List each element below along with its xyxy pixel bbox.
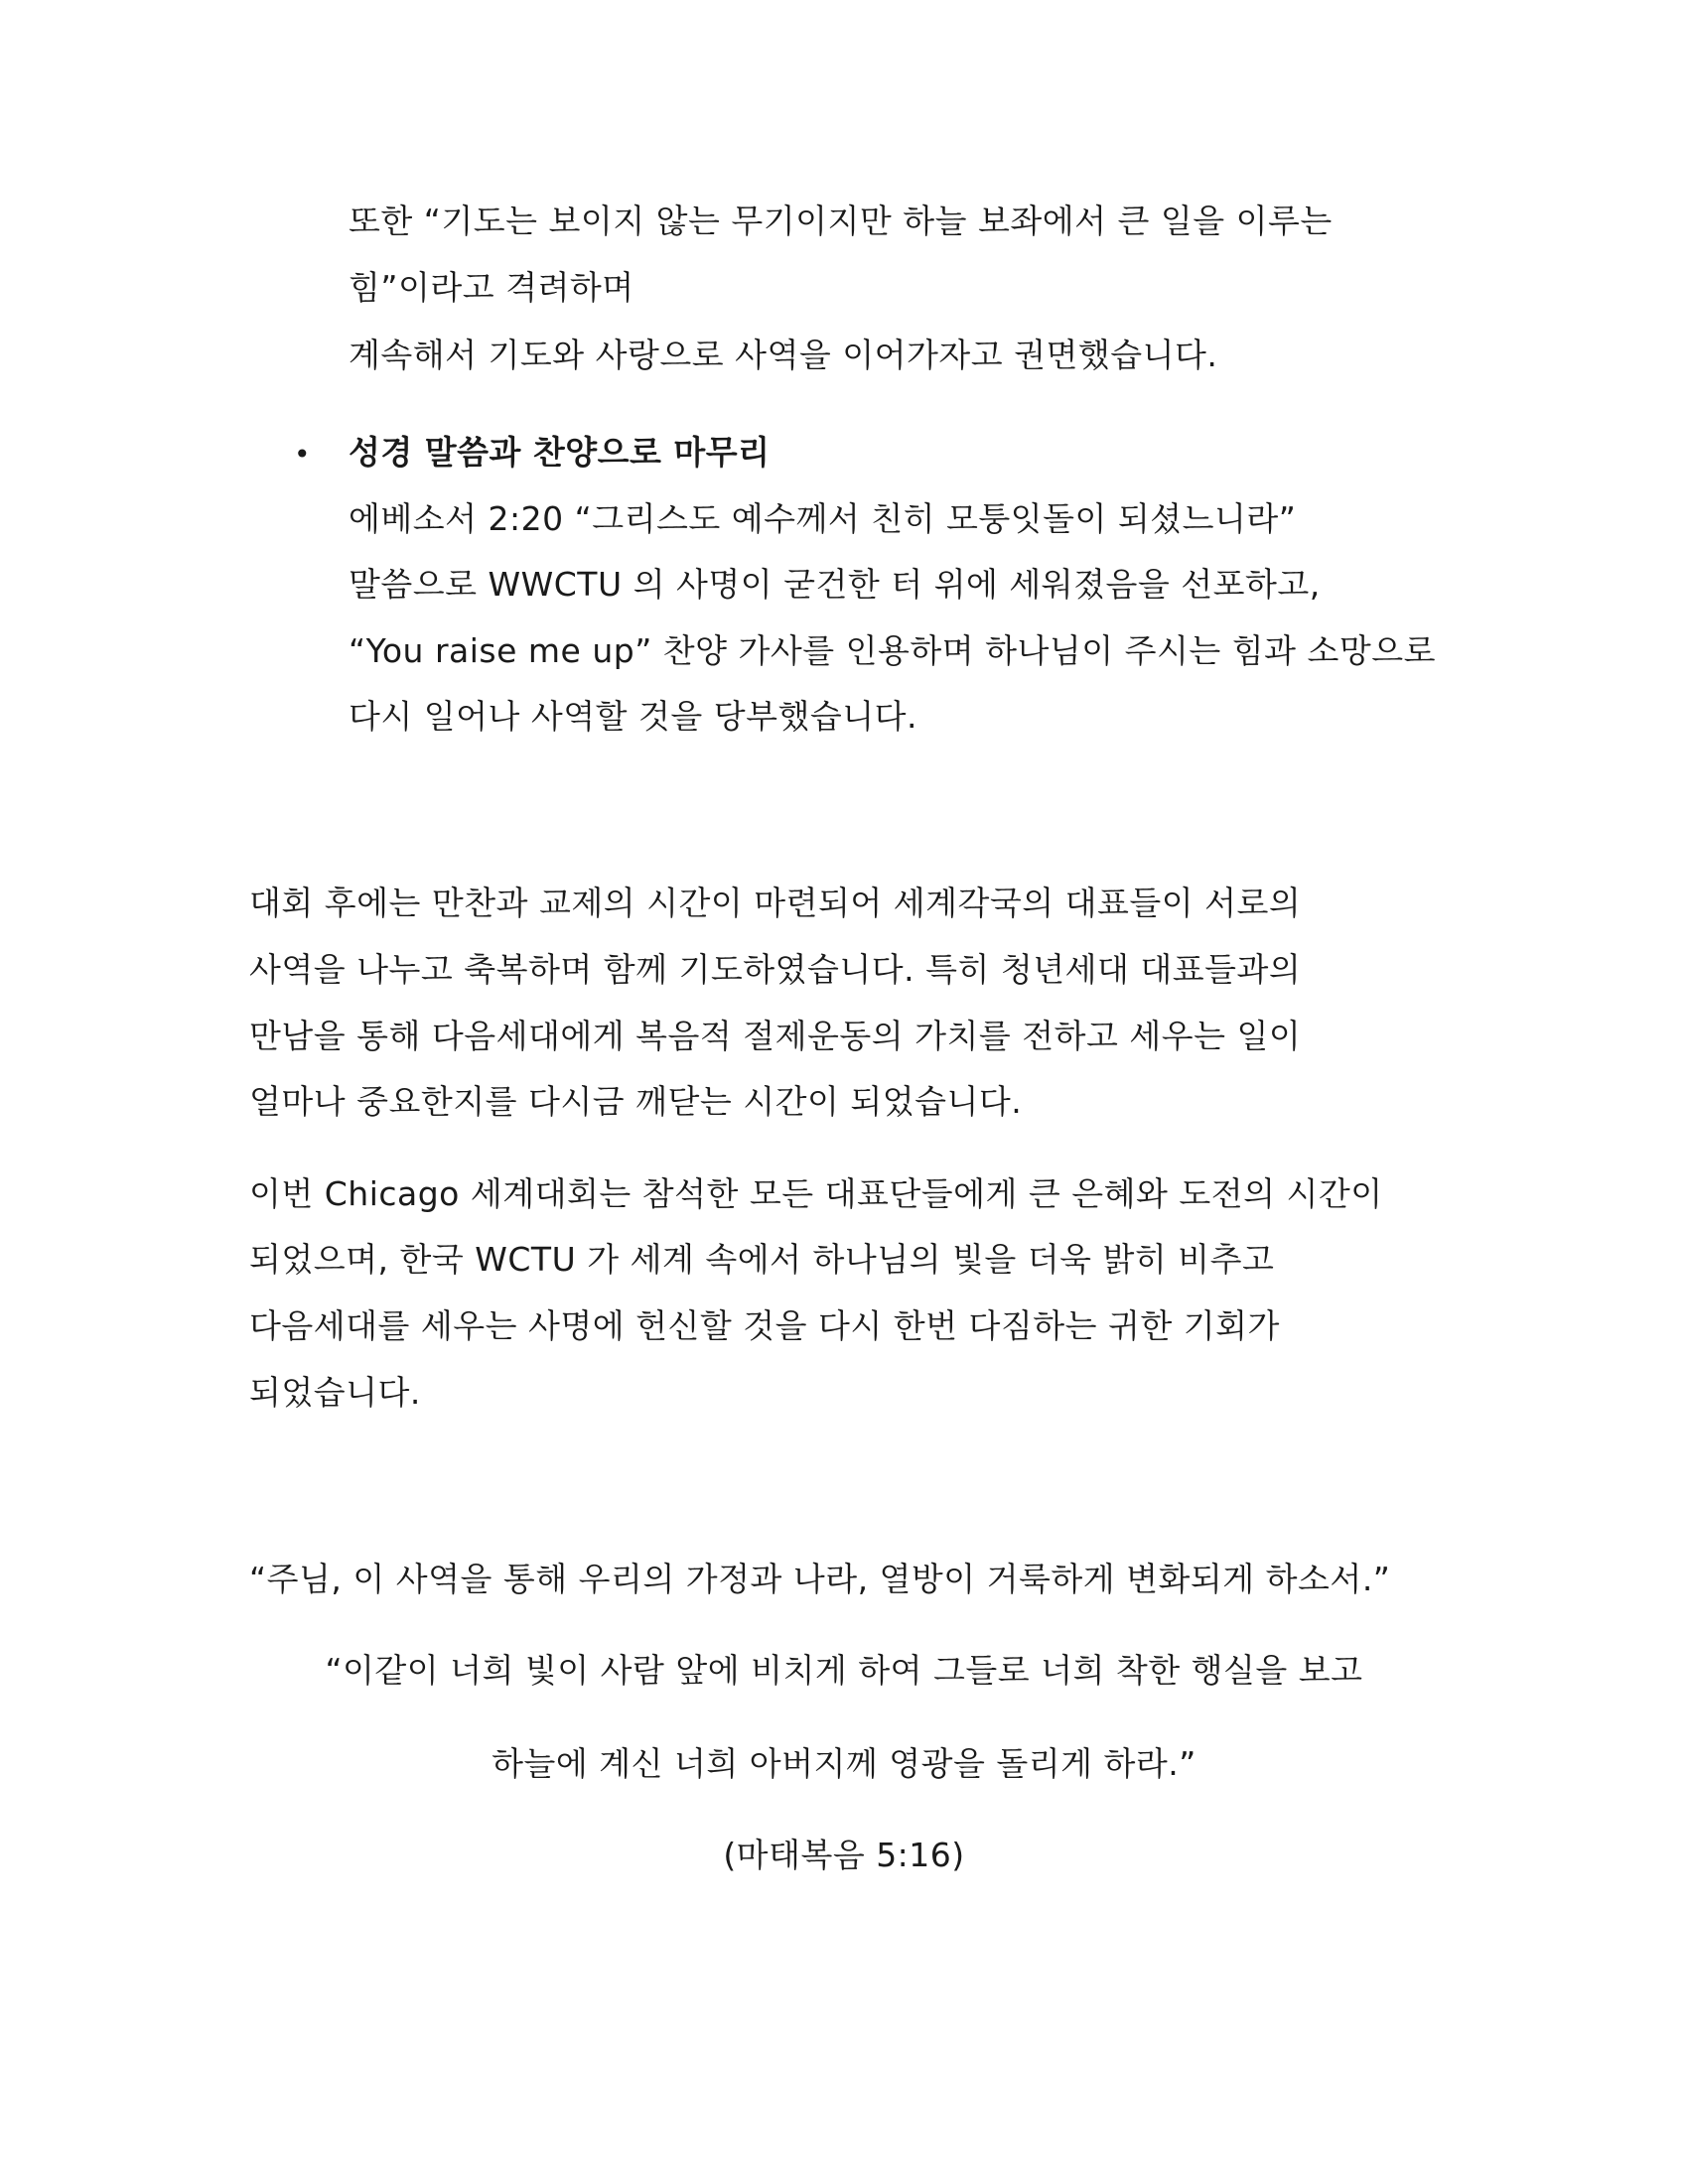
paragraph-line: 대회 후에는 만찬과 교제의 시간이 마련되어 세계각국의 대표들이 서로의 (249, 884, 1302, 922)
section-heading: 성경 말씀과 찬양으로 마무리 (349, 433, 771, 472)
paragraph-line: 다음세대를 세우는 사명에 헌신할 것을 다시 한번 다짐하는 귀한 기회가 (249, 1306, 1280, 1345)
section-line: 말씀으로 WWCTU 의 사명이 굳건한 터 위에 세워졌음을 선포하고, (349, 565, 1321, 604)
verse-reference: (마태복음 5:16) (723, 1836, 965, 1874)
prayer-line: “주님, 이 사역을 통해 우리의 가정과 나라, 열방이 거룩하게 변화되게 하소서.” (249, 1560, 1391, 1598)
intro-line: 계속해서 기도와 사랑으로 사역을 이어가자고 권면했습니다. (349, 336, 1218, 374)
section-line: 에베소서 2:20 “그리스도 예수께서 친히 모퉁잇돌이 되셨느니라” (349, 499, 1297, 538)
verse-line: “이같이 너희 빛이 사람 앞에 비치게 하여 그들로 너희 착한 행실을 보고 (325, 1651, 1363, 1690)
paragraph-line: 이번 Chicago 세계대회는 참석한 모든 대표단들에게 큰 은혜와 도전의 시간이 (249, 1174, 1383, 1213)
paragraph-line: 사역을 나누고 축복하며 함께 기도하였습니다. 특히 청년세대 대표들과의 (249, 950, 1302, 989)
paragraph-line: 만남을 통해 다음세대에게 복음적 절제운동의 가치를 전하고 세우는 일이 (249, 1017, 1302, 1055)
intro-line: 힘”이라고 격려하며 (349, 268, 634, 307)
paragraph-line: 얼마나 중요한지를 다시금 깨닫는 시간이 되었습니다. (249, 1082, 1023, 1121)
paragraph-line: 되었으며, 한국 WCTU 가 세계 속에서 하나님의 빛을 더욱 밝히 비추고 (249, 1240, 1275, 1279)
verse-line: 하늘에 계신 너희 아버지께 영광을 돌리게 하라.” (492, 1744, 1196, 1783)
section-line: 다시 일어나 사역할 것을 당부했습니다. (349, 697, 917, 736)
intro-line: 또한 “기도는 보이지 않는 무기이지만 하늘 보좌에서 큰 일을 이루는 (349, 202, 1333, 240)
section-line: “You raise me up” 찬양 가사를 인용하며 하나님이 주시는 힘과 소망으로 (349, 631, 1437, 670)
bullet-icon: • (294, 438, 311, 471)
paragraph-line: 되었습니다. (249, 1373, 421, 1412)
